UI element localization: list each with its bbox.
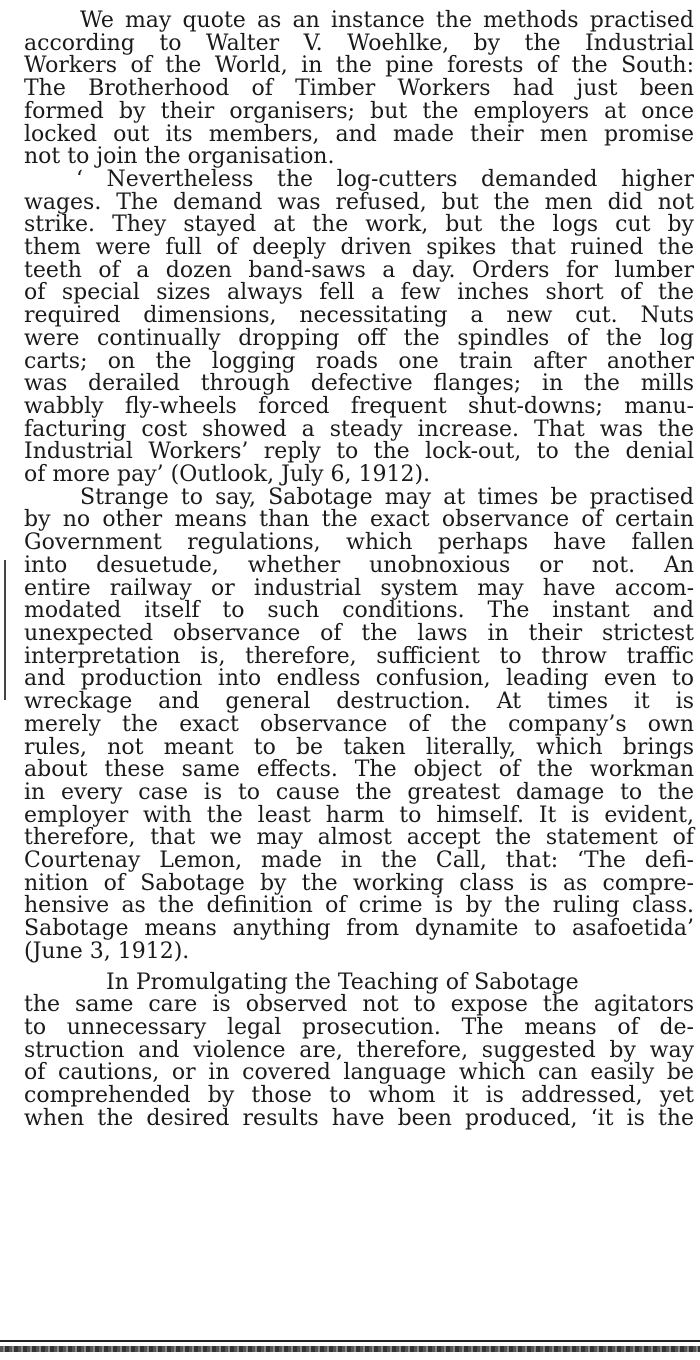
text-line: therefore, that we may almost accept the statement of (24, 825, 694, 851)
text-line: Courtenay Lemon, made in the Call, that: ‘The defi- (24, 848, 694, 874)
paragraph-1 (24, 10, 694, 169)
text-line: facturing cost showed a steady increase. That was the (24, 416, 694, 442)
text-line: struction and violence are, therefore, suggested by way (24, 1037, 694, 1063)
text-line: locked out its members, and made their men promise (24, 121, 694, 147)
text-line: employer with the least harm to himself. It is evident, (24, 802, 694, 828)
text-line: Industrial Workers’ reply to the lock-out, to the denial (24, 439, 694, 465)
paragraph-3 (24, 484, 694, 964)
text-line: not to join the organisation. (24, 144, 335, 170)
text-line: interpretation is, therefore, sufficient to throw traffic (24, 643, 694, 669)
text-line: merely the exact observance of the company’s own (24, 711, 694, 737)
text-line: to unnecessary legal prosecution. The means of de- (24, 1014, 694, 1040)
text-line: wreckage and general destruction. At times it is (24, 689, 694, 715)
text-line: strike. They stayed at the work, but the logs cut by (24, 212, 694, 238)
text-line: wabbly fly-wheels forced frequent shut-downs; manu- (24, 393, 694, 419)
text-line: formed by their organisers; but the employers at once (24, 98, 694, 124)
text-line: hensive as the definition of crime is by the ruling class. (24, 893, 694, 919)
text-line: modated itself to such conditions. The instant and (24, 598, 694, 624)
text-line: of more pay’ (Outlook, July 6, 1912). (24, 462, 431, 488)
text-line: Workers of the World, in the pine forests of the South: (24, 53, 694, 79)
text-line: teeth of a dozen band-saws a day. Orders for lumber (24, 257, 694, 283)
text-line: Sabotage means anything from dynamite to asafoetida’ (24, 916, 694, 942)
text-line: were continually dropping off the spindles of the log (24, 325, 694, 351)
text-line: comprehended by those to whom it is addressed, yet (24, 1083, 694, 1109)
text-line: of special sizes always fell a few inches short of the (24, 280, 694, 306)
bottom-border (0, 1346, 700, 1352)
text-line: of cautions, or in covered language which can easily be (24, 1060, 694, 1086)
text-line: rules, not meant to be taken literally, which brings (24, 734, 694, 760)
section-heading: In Promulgating the Teaching of Sabotage (106, 969, 579, 995)
text-line: unexpected observance of the laws in their strictest (24, 620, 694, 646)
text-line: wages. The demand was refused, but the men did not (24, 189, 694, 215)
text-line: The Brotherhood of Timber Workers had just been (24, 76, 694, 102)
text-line: in every case is to cause the greatest damage to the (24, 779, 694, 805)
text-line: when the desired results have been produced, ‘it is the (24, 1105, 694, 1131)
text-line: nition of Sabotage by the working class is as compre- (24, 870, 694, 896)
text-line: (June 3, 1912). (24, 938, 190, 964)
text-line: into desuetude, whether unobnoxious or not. An (24, 552, 694, 578)
text-line: and production into endless confusion, leading even to (24, 666, 694, 692)
text-line: required dimensions, necessitating a new cut. Nuts (24, 303, 694, 329)
text-line: We may quote as an instance the methods practised (80, 8, 694, 33)
text-line: according to Walter V. Woehlke, by the Industrial (24, 30, 694, 56)
margin-rule (4, 560, 6, 700)
text-line: ‘ Nevertheless the log-cutters demanded higher (76, 166, 694, 192)
bottom-rule (0, 1340, 700, 1342)
text-line: Strange to say, Sabotage may at times be practised (80, 484, 694, 510)
text-line: the same care is observed not to expose the agitators (24, 992, 694, 1018)
paragraph-4 (24, 969, 694, 1131)
text-line: entire railway or industrial system may have accom- (24, 575, 694, 601)
text-line: was derailed through defective flanges; in the mills (24, 371, 694, 397)
paragraph-2 (24, 166, 694, 488)
text-line: about these same effects. The object of the workman (24, 757, 694, 783)
body-text (24, 10, 694, 1130)
text-line: them were full of deeply driven spikes that ruined the (24, 235, 694, 261)
text-line: by no other means than the exact observance of certain (24, 507, 694, 533)
text-line: carts; on the logging roads one train after another (24, 348, 694, 374)
text-line: Government regulations, which perhaps have fallen (24, 530, 694, 556)
